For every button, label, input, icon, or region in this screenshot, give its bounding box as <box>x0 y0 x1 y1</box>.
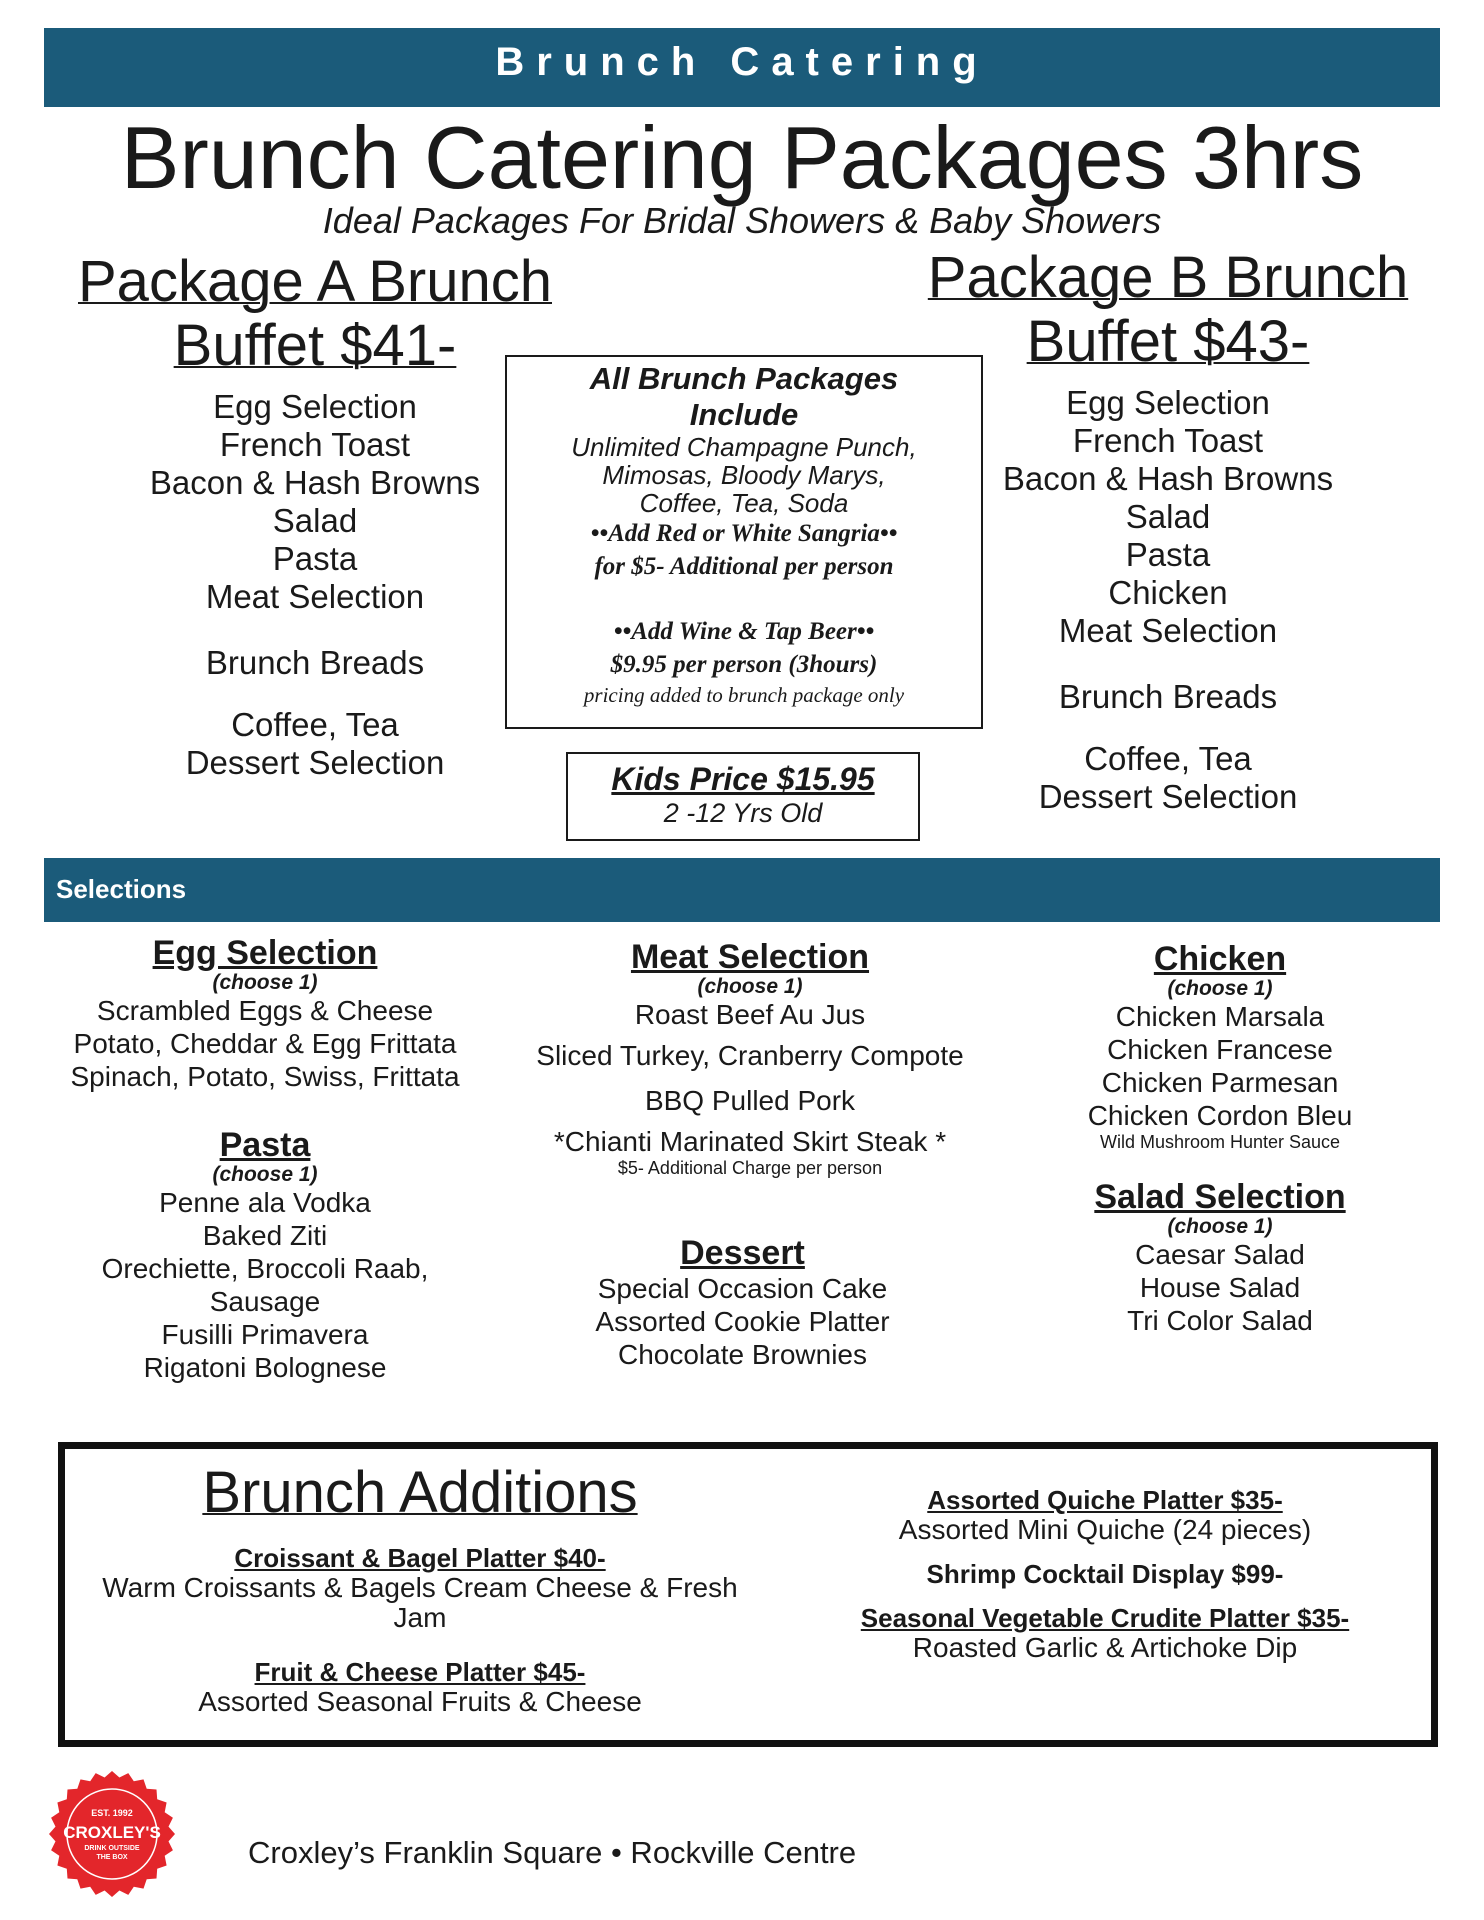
selections-banner <box>44 858 1440 922</box>
list-item: Chicken Marsala <box>1115 1001 1325 1032</box>
list-item: Brunch Breads <box>1058 678 1278 715</box>
croissant-desc: Warm Croissants & Bagels Cream Cheese & Fresh Jam <box>102 1572 738 1633</box>
list-item: Rigatoni Bolognese <box>143 1352 387 1383</box>
dessert-section <box>510 1234 975 1371</box>
list-item: Chicken Parmesan <box>1101 1067 1339 1098</box>
list-item: *Chianti Marinated Skirt Steak * <box>553 1126 947 1157</box>
pasta-choose: (choose 1) <box>212 1163 318 1186</box>
package-a-title-line2: Buffet $41- <box>173 313 457 378</box>
list-item: Sliced Turkey, Cranberry Compote <box>536 1040 964 1071</box>
includes-drink: Mimosas, Bloody Marys, <box>602 460 886 490</box>
package-a-title-line1: Package A Brunch <box>78 249 552 314</box>
additions-right <box>785 1485 1425 1663</box>
package-b <box>908 246 1428 816</box>
selections-title: Selections <box>56 874 187 904</box>
list-item: Salad <box>1125 498 1211 535</box>
banner-title: Brunch Catering <box>495 40 989 84</box>
chicken-section <box>1040 940 1400 1152</box>
logo-est: EST. 1992 <box>91 1808 133 1818</box>
list-item: Orechiette, Broccoli Raab, <box>101 1253 429 1284</box>
package-b-title-line2: Buffet $43- <box>1026 309 1310 374</box>
list-item: Pasta <box>1125 536 1211 573</box>
shrimp-heading: Shrimp Cocktail Display $99- <box>926 1559 1284 1589</box>
list-item: Bacon & Hash Browns <box>1002 460 1334 497</box>
list-item: Salad <box>272 502 358 539</box>
includes-drink: Unlimited Champagne Punch, <box>571 432 917 462</box>
list-item: Coffee, Tea <box>1084 740 1252 777</box>
list-item: Baked Ziti <box>202 1220 328 1251</box>
list-item: French Toast <box>1072 422 1264 459</box>
logo-tag2: THE BOX <box>96 1854 128 1861</box>
list-item: Roast Beef Au Jus <box>634 999 866 1030</box>
salad-heading: Salad Selection <box>1094 1178 1346 1216</box>
logo-tag1: DRINK OUTSIDE <box>84 1845 140 1852</box>
list-item: Assorted Cookie Platter <box>595 1306 890 1337</box>
wine-line2: $9.95 per person (3hours) <box>610 651 878 678</box>
list-item: Brunch Breads <box>205 644 425 681</box>
package-b-items <box>908 384 1428 816</box>
list-item: Scrambled Eggs & Cheese <box>96 995 434 1026</box>
dessert-heading: Dessert <box>680 1234 805 1272</box>
salad-section <box>1040 1178 1400 1337</box>
meat-choose: (choose 1) <box>697 975 803 998</box>
egg-choose: (choose 1) <box>212 971 318 994</box>
sangria-line2: for $5- Additional per person <box>594 553 894 580</box>
package-b-title-line1: Package B Brunch <box>927 245 1409 310</box>
quiche-heading: Assorted Quiche Platter $35- <box>927 1485 1283 1515</box>
footer-locations: Croxley’s Franklin Square • Rockville Centre <box>248 1835 857 1870</box>
includes-drink: Coffee, Tea, Soda <box>639 488 849 518</box>
chicken-note: Wild Mushroom Hunter Sauce <box>1099 1132 1341 1152</box>
list-item: Potato, Cheddar & Egg Frittata <box>73 1028 457 1059</box>
list-item: Dessert Selection <box>185 744 445 781</box>
list-item: Egg Selection <box>213 388 417 425</box>
includes-title-line1: All Brunch Packages <box>589 361 899 396</box>
logo-name: CROXLEY'S <box>63 1823 161 1842</box>
egg-section <box>40 934 490 1093</box>
additions-left <box>75 1461 765 1717</box>
pasta-heading: Pasta <box>219 1126 311 1164</box>
list-item: Fusilli Primavera <box>161 1319 369 1350</box>
list-item: Chocolate Brownies <box>617 1339 868 1370</box>
chicken-choose: (choose 1) <box>1167 977 1273 1000</box>
list-item: Coffee, Tea <box>231 706 399 743</box>
sangria-line1: ••Add Red or White Sangria•• <box>590 520 898 547</box>
list-item: House Salad <box>1139 1272 1301 1303</box>
list-item: Meat Selection <box>1058 612 1278 649</box>
includes-note: pricing added to brunch package only <box>583 683 905 707</box>
kids-age: 2 -12 Yrs Old <box>663 798 823 828</box>
egg-heading: Egg Selection <box>152 934 378 972</box>
list-item: Caesar Salad <box>1135 1239 1305 1270</box>
quiche-desc: Assorted Mini Quiche (24 pieces) <box>898 1514 1312 1545</box>
page-subtitle: Ideal Packages For Bridal Showers & Baby Showers <box>322 200 1162 241</box>
pasta-section <box>40 1126 490 1384</box>
fruit-heading: Fruit & Cheese Platter $45- <box>254 1657 586 1687</box>
steak-note: $5- Additional Charge per person <box>617 1158 883 1178</box>
top-banner <box>44 28 1440 107</box>
kids-price: Kids Price $15.95 <box>611 761 875 797</box>
kids-price-box <box>566 752 920 841</box>
veg-desc: Roasted Garlic & Artichoke Dip <box>912 1632 1298 1663</box>
list-item: Meat Selection <box>205 578 425 615</box>
list-item: French Toast <box>219 426 411 463</box>
list-item: Chicken Cordon Bleu <box>1087 1100 1353 1131</box>
fruit-desc: Assorted Seasonal Fruits & Cheese <box>198 1686 642 1717</box>
list-item: Chicken Francese <box>1107 1034 1333 1065</box>
veg-heading: Seasonal Vegetable Crudite Platter $35- <box>860 1603 1350 1633</box>
includes-box <box>505 355 983 729</box>
list-item: Sausage <box>209 1286 321 1317</box>
list-item: Tri Color Salad <box>1127 1305 1313 1336</box>
chicken-heading: Chicken <box>1153 940 1287 978</box>
list-item: Bacon & Hash Browns <box>149 464 481 501</box>
croxleys-logo <box>48 1770 176 1898</box>
croissant-heading: Croissant & Bagel Platter $40- <box>234 1543 606 1573</box>
meat-section <box>510 938 990 1178</box>
wine-line1: ••Add Wine & Tap Beer•• <box>613 618 875 645</box>
package-a <box>55 250 575 782</box>
page-title: Brunch Catering Packages 3hrs <box>120 108 1364 207</box>
meat-heading: Meat Selection <box>630 938 870 976</box>
list-item: Dessert Selection <box>1038 778 1298 815</box>
list-item: Chicken <box>1108 574 1228 611</box>
list-item: Pasta <box>272 540 358 577</box>
list-item: Special Occasion Cake <box>597 1273 888 1304</box>
list-item: BBQ Pulled Pork <box>644 1085 856 1116</box>
salad-choose: (choose 1) <box>1167 1215 1273 1238</box>
additions-title: Brunch Additions <box>202 1460 638 1525</box>
package-a-items <box>55 388 575 782</box>
list-item: Spinach, Potato, Swiss, Frittata <box>70 1061 460 1092</box>
list-item: Egg Selection <box>1066 384 1270 421</box>
list-item: Penne ala Vodka <box>159 1187 371 1218</box>
brunch-additions-box <box>58 1442 1438 1747</box>
includes-title-line2: Include <box>689 397 799 432</box>
